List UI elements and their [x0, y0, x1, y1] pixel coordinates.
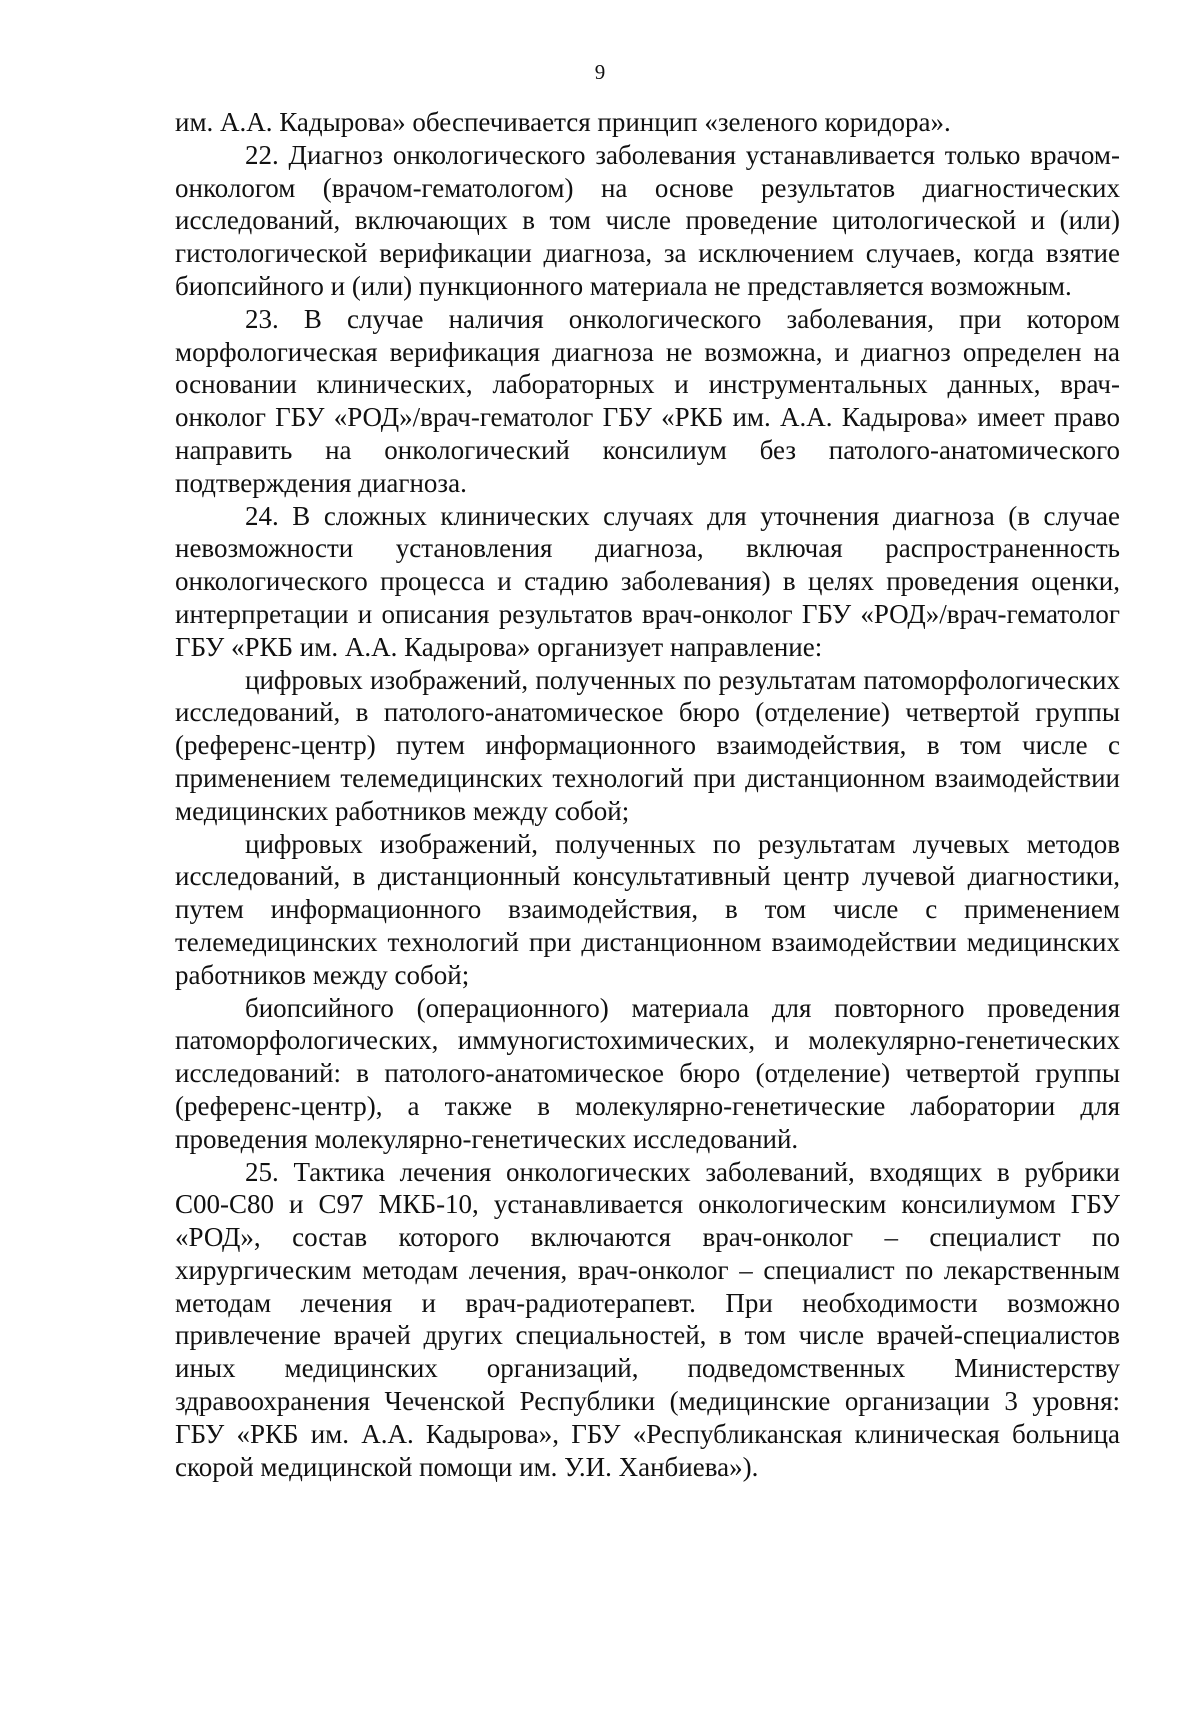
paragraph-24-item-biopsy-material: биопсийного (операционного) материала для повторного проведения патоморфологических, иммуногистохимических, и молекулярно-генетических исследований: в патолого-анатомическое бюро (отделение) четвертой группы (референс-центр), а также в молекулярно-генетические лаборатории для проведения молекулярно-генетических исследований. [175, 992, 1120, 1154]
paragraph-22: 22. Диагноз онкологического заболевания устанавливается только врачом-онкологом (врачом-гематологом) на основе результатов диагностических исследований, включающих в том числе проведение цитологической и (или) гистологической верификации диагноза, за исключением случаев, когда взятие биопсийного и (или) пункционного материала не представляется возможным. [175, 139, 1120, 301]
paragraph-24: 24. В сложных клинических случаях для уточнения диагноза (в случае невозможности установления диагноза, включая распространенность онкологического процесса и стадию заболевания) в целях проведения оценки, интерпретации и описания результатов врач-онколог ГБУ «РОД»/врач-гематолог ГБУ «РКБ им. А.А. Кадырова» организует направление: [175, 500, 1120, 662]
paragraph-23: 23. В случае наличия онкологического заболевания, при котором морфологическая верификация диагноза не возможна, и диагноз определен на основании клинических, лабораторных и инструментальных данных, врач-онколог ГБУ «РОД»/врач-гематолог ГБУ «РКБ им. А.А. Кадырова» имеет право направить на онкологический консилиум без патолого-анатомического подтверждения диагноза. [175, 303, 1120, 498]
page-number: 9 [594, 60, 606, 84]
paragraph-continuation: им. А.А. Кадырова» обеспечивается принцип «зеленого коридора». [175, 107, 951, 137]
paragraph-24-item-radiology-images: цифровых изображений, полученных по результатам лучевых методов исследований, в дистанционный консультативный центр лучевой диагностики, путем информационного взаимодействия, в том числе с применением телемедицинских технологий при дистанционном взаимодействии медицинских работников между собой; [175, 828, 1120, 990]
document-body [175, 106, 1120, 1483]
paragraph-24-item-pathomorphology-images: цифровых изображений, полученных по результатам патоморфологических исследований, в патолого-анатомическое бюро (отделение) четвертой группы (референс-центр) путем информационного взаимодействия, в том числе с применением телемедицинских технологий при дистанционном взаимодействии медицинских работников между собой; [175, 664, 1120, 826]
paragraph-25: 25. Тактика лечения онкологических заболеваний, входящих в рубрики С00-С80 и С97 МКБ-10, устанавливается онкологическим консилиумом ГБУ «РОД», состав которого включаются врач-онколог – специалист по хирургическим методам лечения, врач-онколог – специалист по лекарственным методам лечения и врач-радиотерапевт. При необходимости возможно привлечение врачей других специальностей, в том числе врачей-специалистов иных медицинских организаций, подведомственных Министерству здравоохранения Чеченской Республики (медицинские организации 3 уровня: ГБУ «РКБ им. А.А. Кадырова», ГБУ «Республиканская клиническая больница скорой медицинской помощи им. У.И. Ханбиева»). [175, 1156, 1120, 1482]
